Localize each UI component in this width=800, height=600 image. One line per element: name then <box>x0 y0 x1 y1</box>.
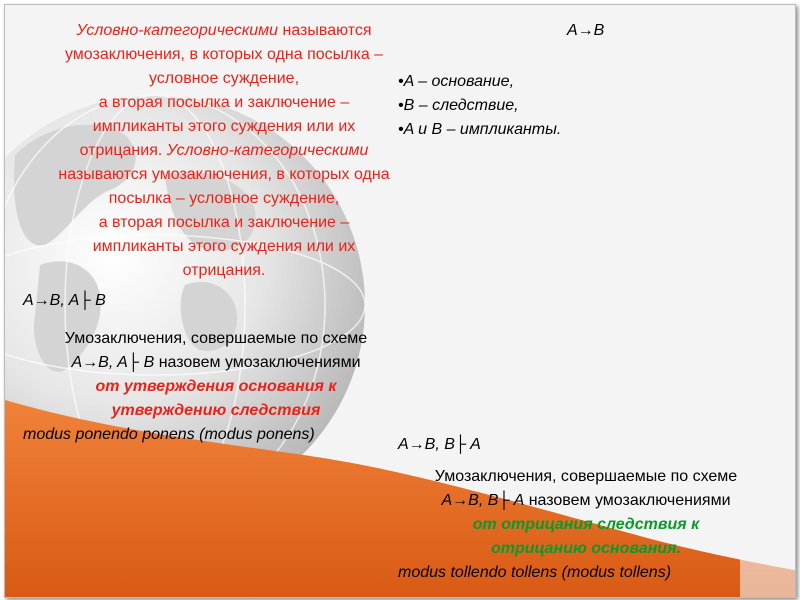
definition-line <box>23 43 425 67</box>
definition-segment: называются <box>278 22 372 39</box>
definition-segment: Условно-категорическими <box>76 22 279 39</box>
definition-line <box>23 67 425 91</box>
definition-segment: а вторая посылка и заключение – <box>98 94 350 111</box>
definition-line <box>23 259 425 283</box>
modus-tollens-block <box>398 465 774 561</box>
definition-lines <box>23 19 425 283</box>
tollens-inline-formula: A→B, B├ A <box>441 492 525 509</box>
tollens-bold-line2: отрицанию основания. <box>490 540 682 557</box>
definition-line <box>23 235 425 259</box>
definition-line <box>23 187 425 211</box>
definition-line <box>23 19 425 43</box>
ponens-line2-rest: назовем умозаключениями <box>154 354 361 371</box>
definition-segment: посылка – условное суждение, <box>108 190 340 207</box>
tollens-line2-rest: назовем умозаключениями <box>524 492 731 509</box>
tollens-line2 <box>398 489 774 513</box>
definition-segment: называются умозаключения, в которых одна <box>58 166 390 183</box>
definition-line <box>23 115 425 139</box>
definition-segment: условное суждение, <box>148 70 300 87</box>
definition-line <box>23 91 425 115</box>
definition-segment: Условно-категорическими <box>166 142 369 159</box>
tollens-scheme-formula: A→B, B├ A <box>398 436 481 453</box>
ponens-bold-line1: от утверждения основания к <box>95 378 337 395</box>
left-definition <box>23 19 425 283</box>
definition-segment: импликанты этого суждения или их <box>92 238 356 255</box>
definition-line <box>23 163 425 187</box>
definition-segment: отрицания. <box>79 142 167 159</box>
ponens-inline-formula: A→B, A├ B <box>71 354 155 371</box>
definition-line <box>23 139 425 163</box>
slide <box>4 4 796 598</box>
tollens-bold-line1: от отрицания следствия к <box>472 516 700 533</box>
ponens-line1: Умозаключения, совершаемые по схеме <box>64 330 368 347</box>
bullet-basis: •A – основание, <box>398 73 515 90</box>
ponens-bold-line2: утверждению следствия <box>111 402 321 419</box>
modus-ponens-latin: modus ponendo ponens (modus ponens) <box>23 426 315 443</box>
ponens-line2 <box>23 351 409 375</box>
modus-tollens-latin: modus tollendo tollens (modus tollens) <box>398 564 672 581</box>
implication-formula: A→B <box>567 22 605 39</box>
tollens-line1: Умозаключения, совершаемые по схеме <box>434 468 738 485</box>
ponens-scheme-formula: A→B, A├ B <box>23 292 106 309</box>
definition-segment: импликанты этого суждения или их <box>92 118 356 135</box>
definition-segment: а вторая посылка и заключение – <box>98 214 350 231</box>
implicant-bullets <box>398 70 658 142</box>
definition-line <box>23 211 425 235</box>
bullet-consequence: •B – следствие, <box>398 97 519 114</box>
definition-segment: умозаключения, в которых одна посылка – <box>64 46 384 63</box>
definition-segment: отрицания. <box>182 262 266 279</box>
bullet-implicants: •A и B – импликанты. <box>398 121 562 138</box>
modus-ponens-block <box>23 327 409 423</box>
